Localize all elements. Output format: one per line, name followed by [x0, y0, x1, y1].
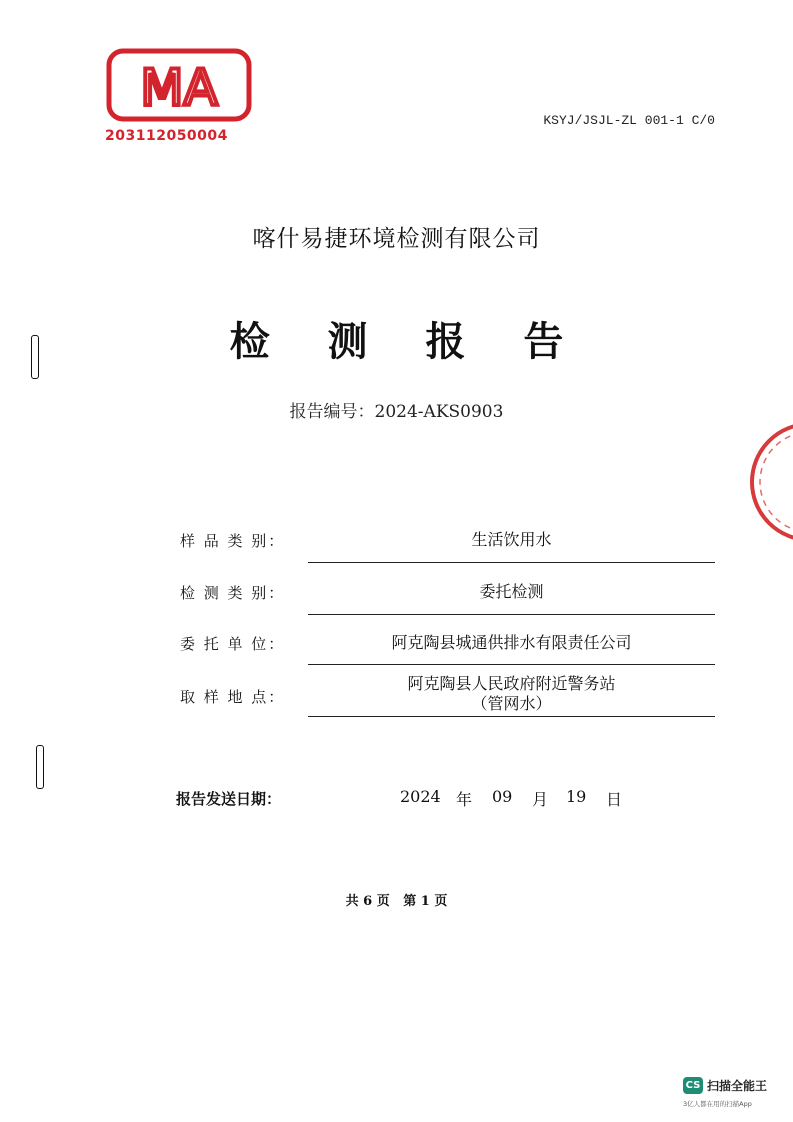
ma-stamp-text: MA	[140, 59, 218, 117]
company-name: 喀什易捷环境检测有限公司	[252, 226, 541, 252]
scanner-tagline: 3亿人都在用的扫描App	[683, 1100, 752, 1108]
send-date-month: 09	[492, 787, 513, 806]
send-date-year: 2024	[400, 787, 441, 806]
document-code: KSYJ/JSJL-ZL 001-1 C/0	[543, 113, 715, 128]
scanner-brand-name: 扫描全能王	[707, 1079, 768, 1093]
camscanner-logo-icon: CS	[683, 1077, 703, 1094]
field-underline	[308, 614, 715, 615]
client-label: 委 托 单 位：	[180, 635, 286, 653]
test-category-value: 委托检测	[479, 582, 544, 601]
send-date-label: 报告发送日期：	[176, 790, 282, 808]
report-number: 报告编号：2024-AKS0903	[289, 402, 504, 422]
company-seal-partial	[735, 420, 793, 545]
sampling-location-value: 阿克陶县人民政府附近警务站	[407, 674, 616, 693]
send-date-day-unit: 日	[606, 790, 623, 809]
sample-category-label: 样 品 类 别：	[180, 532, 286, 550]
report-title: 检 测 报 告	[229, 319, 586, 365]
page-info: 共 6 页 第 1 页	[345, 894, 448, 909]
ma-certificate-number: 203112050004	[105, 128, 228, 144]
field-underline	[308, 716, 715, 717]
send-date-month-unit: 月	[532, 790, 549, 809]
sampling-location-note: （管网水）	[471, 694, 552, 713]
scanner-watermark	[683, 1075, 783, 1115]
test-category-label: 检 测 类 别：	[180, 584, 286, 602]
send-date-year-unit: 年	[456, 790, 473, 809]
sample-category-value: 生活饮用水	[471, 530, 552, 549]
send-date-day: 19	[566, 787, 587, 806]
sampling-location-label: 取 样 地 点：	[180, 688, 286, 706]
binding-mark-bottom	[36, 745, 44, 789]
field-underline	[308, 562, 715, 563]
field-underline	[308, 664, 715, 665]
client-value: 阿克陶县城通供排水有限责任公司	[391, 633, 632, 652]
